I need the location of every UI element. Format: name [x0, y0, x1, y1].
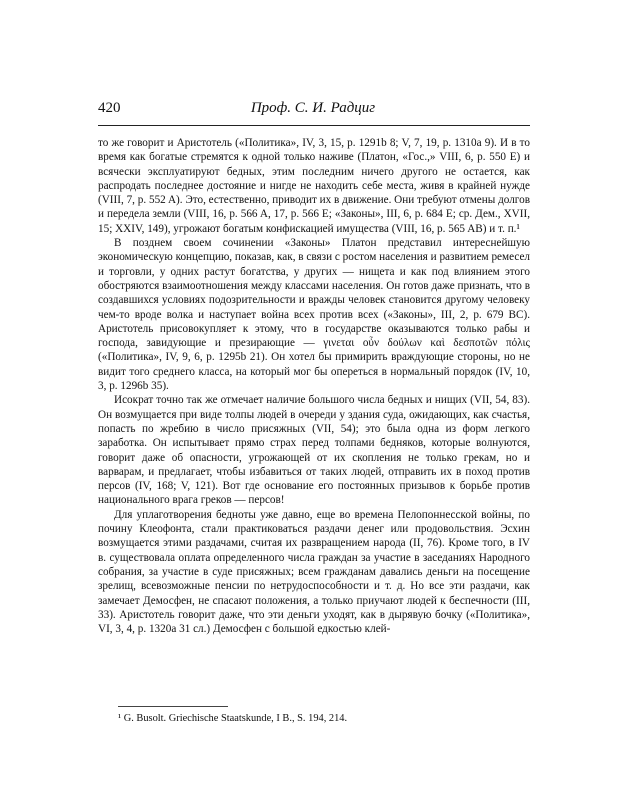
paragraph: В позднем своем сочинении «Законы» Платон представил интереснейшую экономическую концепцию, показав, как, в связи с ростом населения и развитием ремесел и торговли, у одних растут богатства, у других — нищета и как под влиянием этого обостряются взаимоотношения между классами населения. Он готов даже признать, что в создавшихся условиях подозрительности и вражды человек становится другому человеку чем-то вроде волка и наступает война всех против всех («Законы», III, 2, p. 679 BC). Аристотель присовокупляет к этому, что в государстве оказываются только рабы и господа, завидующие и презирающие — γινεται οὖν δούλων καὶ δεσποτῶν πόλις («Политика», IV, 9, 6, p. 1295b 21). Он хотел бы примирить враждующие стороны, но не видит того среднего класса, на который мог бы опереться в нормальный порядок (IV, 10, 3, p. 1296b 35).: [98, 237, 530, 393]
running-title: Проф. С. И. Радциг: [250, 100, 376, 116]
paragraph: Для уплаготворения бедноты уже давно, еще во времена Пелопоннесской войны, по почину Клеофонта, стали практиковаться раздачи денег или продовольствия. Эсхин возмущается этими раздачами, считая их развращением народа (II, 76). Кроме того, в IV в. существовала оплата определенного числа граждан за участие в заседаниях Народного собрания, за участие в суде присяжных; всем гражданам давались деньги на посещение зрелищ, всевозможные пенсии по нетрудоспособности и т. д. Но все эти раздачи, как замечает Демосфен, не спасают положения, а только приучают людей к беспечности (III, 33). Аристотель говорит даже, что эти деньги уходят, как в дырявую бочку («Политика», VI, 3, 4, p. 1320a 31 сл.) Демосфен с большой едкостью клей-: [98, 508, 530, 636]
footnote: ¹ G. Busolt. Griechische Staatskunde, I B., S. 194, 214.: [118, 713, 348, 724]
page-header: [98, 100, 528, 122]
header-rule: [98, 125, 530, 126]
paragraph: то же говорит и Аристотель («Политика», IV, 3, 15, p. 1291b 8; V, 7, 19, p. 1310a 9). И в то время как богатые стремятся к одной только наживе (Платон, «Гос.,» VIII, 6, p. 550 E) и всячески эксплуатируют бедных, этим последним ничего другого не остается, как распродать последнее достояние и нигде не находить себе места, живя в крайней нужде (VIII, 7, p. 552 A). Это, естественно, приводит их в движение. Они требуют отмены долгов и передела земли (VIII, 16, p. 566 A, 17, p. 566 E; «Законы», III, 6, p. 684 E; ср. Дем., XVII, 15; XXIV, 149), угрожают богатым конфискацией имущества (VIII, 16, p. 565 AB) и т. п.¹: [98, 137, 530, 235]
page-number: 420: [98, 100, 121, 116]
footnote-rule: [118, 706, 228, 707]
body-text: [98, 136, 530, 636]
paragraph: Исократ точно так же отмечает наличие большого числа бедных и нищих (VII, 54, 83). Он возмущается при виде толпы людей в очереди у здания суда, ожидающих, как счастья, попасть по жребию в число присяжных (VII, 54); это была одна из форм легкого заработка. Он испытывает прямо страх перед толпами бедняков, которые волнуются, говорит даже об опасности, угрожающей от их скопления не только грекам, но и варварам, и предлагает, чтобы избавиться от таких людей, отправить их в поход против персов (IV, 168; V, 121). Вот где основание его постоянных призывов к борьбе против национального врага греков — персов!: [98, 394, 530, 507]
